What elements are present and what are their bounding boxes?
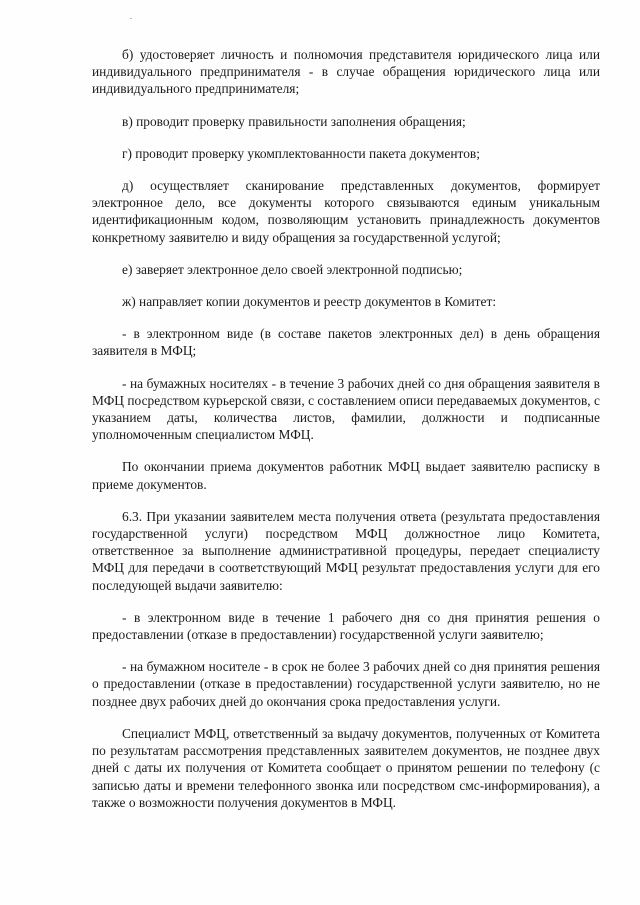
- paragraph-result-paper: - на бумажном носителе - в срок не более 3 рабочих дней со дня принятия решения о предоставлении (отказе в предоставлении) государственной услуги заявителю, но не позднее двух рабочих дней до окончания срока предоставления услуги.: [92, 659, 600, 709]
- paragraph-6-3: 6.3. При указании заявителем места получения ответа (результата предоставления государственной услуги) посредством МФЦ должностное лицо Комитета, ответственное за выполнение административной процедуры, передает специалисту МФЦ для передачи в соответствующий МФЦ результат предоставления услуги для его последующей выдачи заявителю:: [92, 508, 600, 593]
- paragraph-g: г) проводит проверку укомплектованности пакета документов;: [122, 145, 480, 161]
- paragraph-receipt: По окончании приема документов работник МФЦ выдает заявителю расписку в приеме документов.: [92, 459, 600, 492]
- paragraph-zh: ж) направляет копии документов и реестр документов в Комитет:: [122, 294, 497, 310]
- paragraph-e: е) заверяет электронное дело своей электронной подписью;: [122, 261, 463, 277]
- paragraph-electronic: - в электронном виде (в составе пакетов электронных дел) в день обращения заявителя в МФЦ;: [92, 326, 600, 359]
- document-body: [92, 46, 600, 826]
- paragraph-result-electronic: - в электронном виде в течение 1 рабочего дня со дня принятия решения о предоставлении (отказе в предоставлении) государственной услуги заявителю;: [92, 609, 600, 643]
- scan-speck: [130, 18, 132, 19]
- paragraph-b: б) удостоверяет личность и полномочия представителя юридического лица или индивидуального предпринимателя - в случае обращения юридического лица или индивидуального предпринимателя;: [92, 47, 600, 97]
- paragraph-v: в) проводит проверку правильности заполнения обращения;: [122, 113, 466, 129]
- paragraph-d: д) осуществляет сканирование представленных документов, формирует электронное дело, все документы которого связываются единым уникальным идентификационным кодом, позволяющим установить принадлежность документов конкретному заявителю и виду обращения за государственной услугой;: [92, 178, 600, 245]
- paragraph-specialist: Специалист МФЦ, ответственный за выдачу документов, полученных от Комитета по результатам рассмотрения представленных заявителем документов, не позднее двух дней с даты их получения от Комитета сообщает о принятом решении по телефону (с записью даты и времени телефонного звонка или посредством смс-информирования), а также о возможности получения документов в МФЦ.: [92, 725, 600, 810]
- paragraph-paper: - на бумажных носителях - в течение 3 рабочих дней со дня обращения заявителя в МФЦ посредством курьерской связи, с составлением описи передаваемых документов, с указанием даты, количества листов, фамилии, должности и подписанные уполномоченным специалистом МФЦ.: [92, 375, 600, 443]
